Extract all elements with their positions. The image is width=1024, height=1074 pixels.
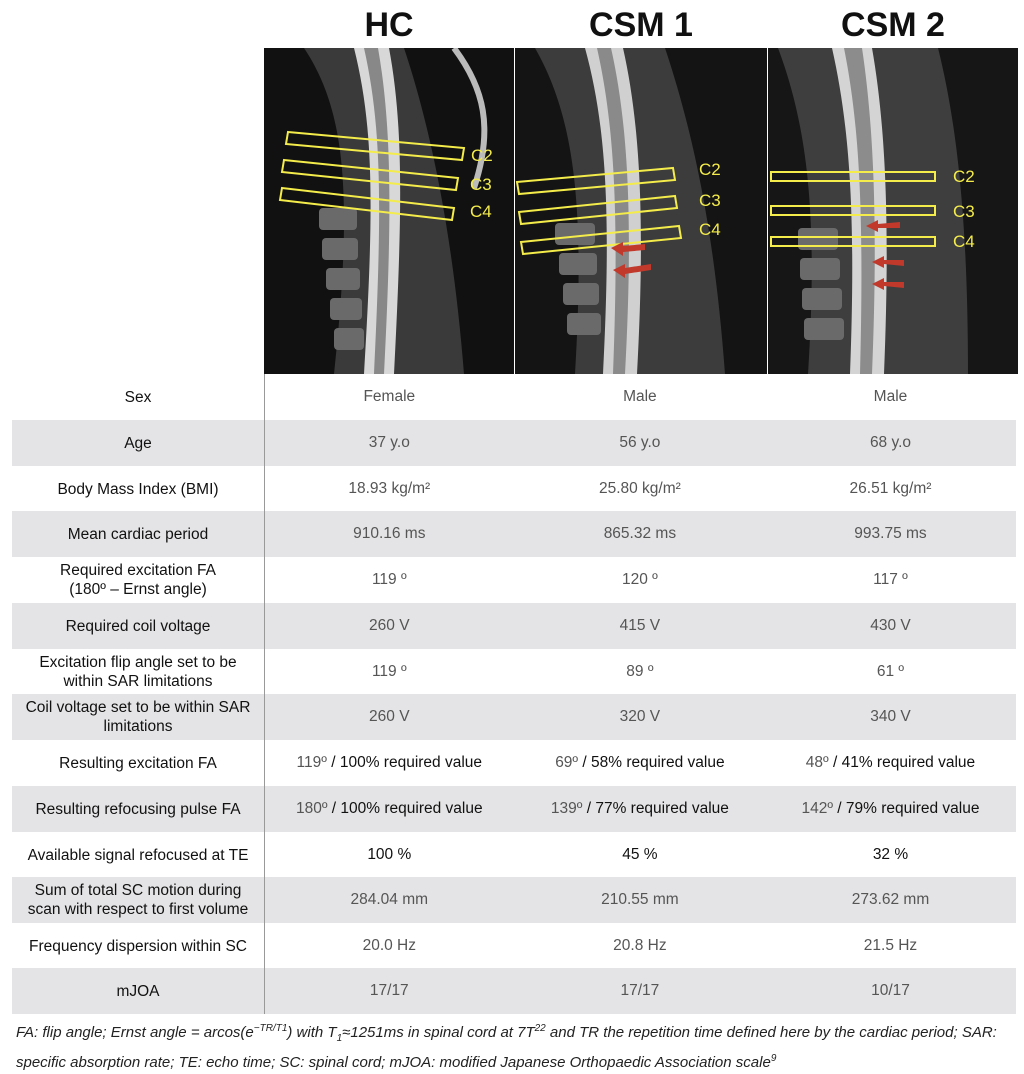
row-label: Required coil voltage — [65, 617, 211, 635]
cell-csm2: 142º / 79% required value — [801, 800, 980, 817]
cell-csm1: 69º / 58% required value — [555, 754, 725, 771]
cell-hc: 260 V — [369, 708, 410, 725]
table-row — [12, 923, 1016, 969]
cell-csm1: 17/17 — [620, 982, 660, 999]
cell-csm2: 10/17 — [871, 982, 910, 999]
level-label-hc-c2: C2 — [471, 146, 493, 165]
cell-csm1: 120 º — [621, 571, 658, 588]
cell-hc: 260 V — [369, 617, 410, 634]
row-label: Resulting excitation FA — [59, 754, 217, 772]
table-row — [12, 786, 1016, 832]
footnote: FA: flip angle; Ernst angle = $arcos(e^{-TR/T1})$ with $T_1\approx 1251ms$ in spinal cord at $7T^{22}$ and TR the repetition time defined here by the cardiac period; SAR: specific absorption rate; TE: echo time; SC: spinal cord; mJOA: modified Japanese Orthopaedic Association scale$^9$ — [16, 1023, 997, 1071]
cell-csm2: 273.62 mm — [851, 891, 930, 908]
table-divider — [264, 374, 265, 1014]
column-header-csm1: CSM 1 — [589, 6, 693, 44]
cell-csm1: 25.80 kg/m² — [598, 480, 681, 497]
column-header-csm2: CSM 2 — [841, 6, 945, 44]
cell-hc: 910.16 ms — [353, 525, 426, 542]
cell-hc: 119 º — [371, 571, 407, 588]
cell-csm1: 865.32 ms — [603, 525, 677, 542]
row-label: Available signal refocused at TE — [27, 846, 249, 864]
row-label: Sum of total SC motion during scan with respect to first volume — [27, 882, 249, 918]
row-label: Age — [124, 434, 152, 452]
cell-hc: 119 º — [371, 663, 407, 680]
cell-csm2: 32 % — [872, 846, 909, 863]
cell-csm2: Male — [873, 388, 908, 405]
cell-csm2: 993.75 ms — [854, 525, 927, 542]
cell-hc: 119º / 100% required value — [296, 754, 483, 771]
level-label-csm1-c2: C2 — [699, 160, 721, 179]
cell-hc: 17/17 — [369, 982, 409, 999]
cell-csm2: 340 V — [870, 708, 911, 725]
row-label: mJOA — [116, 982, 160, 1000]
mri-image-csm2 — [768, 48, 1018, 374]
level-label-csm2-c2: C2 — [953, 167, 975, 186]
row-label: Excitation flip angle set to be within SAR limitations — [39, 654, 237, 690]
column-header-hc: HC — [364, 6, 414, 44]
cell-csm2: 26.51 kg/m² — [849, 480, 932, 497]
row-label: Required excitation FA (180º – Ernst angle) — [60, 562, 216, 598]
cell-csm1: Male — [623, 388, 657, 405]
row-label: Sex — [124, 388, 152, 406]
level-label-hc-c3: C3 — [470, 175, 492, 194]
table-row — [12, 832, 1016, 878]
row-label: Mean cardiac period — [67, 525, 209, 543]
row-label: Body Mass Index (BMI) — [57, 480, 219, 498]
cell-hc: 37 y.o — [368, 434, 410, 451]
cell-csm1: 415 V — [619, 617, 661, 634]
table-row — [12, 694, 1016, 740]
cell-csm1: 89 º — [626, 663, 654, 680]
level-label-csm1-c4: C4 — [699, 220, 721, 239]
cell-csm1: 45 % — [622, 846, 658, 863]
table-row — [12, 603, 1016, 649]
level-label-hc-c4: C4 — [470, 202, 492, 221]
cell-csm2: 117 º — [873, 571, 908, 588]
cell-hc: Female — [363, 388, 416, 405]
table-row — [12, 740, 1016, 786]
level-label-csm2-c3: C3 — [953, 202, 975, 221]
table-row — [12, 968, 1016, 1014]
mri-image-csm1 — [515, 48, 767, 374]
cell-csm1: 139º / 77% required value — [550, 800, 729, 817]
cell-hc: 180º / 100% required value — [295, 800, 483, 817]
level-label-csm1-c3: C3 — [699, 191, 721, 210]
row-label: Coil voltage set to be within SAR limitations — [25, 699, 251, 735]
row-label: Resulting refocusing pulse FA — [35, 800, 241, 818]
table-row — [12, 877, 1016, 923]
table-row — [12, 557, 1016, 603]
level-label-csm2-c4: C4 — [953, 232, 975, 251]
cell-csm1: 210.55 mm — [601, 891, 679, 908]
cell-csm1: 20.8 Hz — [613, 937, 667, 954]
table-row — [12, 511, 1016, 557]
row-label: Frequency dispersion within SC — [29, 937, 247, 955]
cell-hc: 18.93 kg/m² — [348, 480, 431, 497]
cell-csm1: 320 V — [619, 708, 661, 725]
cell-hc: 100 % — [367, 846, 412, 863]
cell-hc: 20.0 Hz — [362, 937, 416, 954]
cell-hc: 284.04 mm — [350, 891, 429, 908]
cell-csm2: 68 y.o — [869, 434, 912, 451]
cell-csm2: 430 V — [870, 617, 911, 634]
cell-csm2: 48º / 41% required value — [805, 754, 976, 771]
cell-csm2: 21.5 Hz — [863, 937, 918, 954]
table-row — [12, 374, 1016, 420]
cell-csm2: 61 º — [876, 663, 905, 680]
table-row — [12, 466, 1016, 512]
cell-csm1: 56 y.o — [619, 434, 661, 451]
table-row — [12, 649, 1016, 695]
table-row — [12, 420, 1016, 466]
